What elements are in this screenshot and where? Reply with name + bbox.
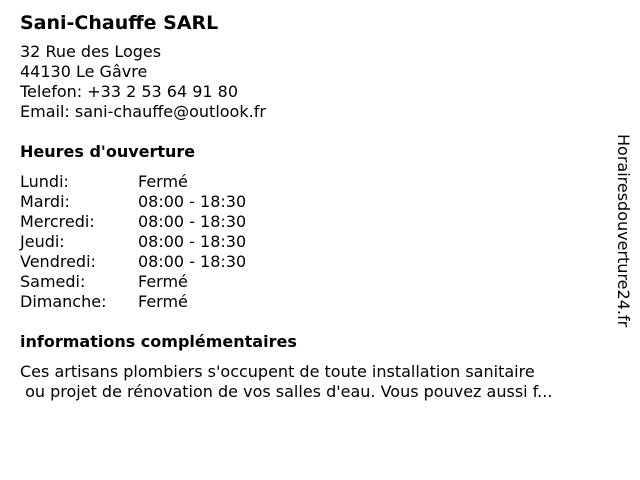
- email-address: Email: sani-chauffe@outlook.fr: [20, 102, 266, 121]
- hours-time: 08:00 - 18:30: [138, 232, 247, 251]
- hours-row: [20, 172, 600, 192]
- hours-row: [20, 292, 600, 312]
- hours-day: Lundi:: [20, 172, 69, 191]
- hours-day: Jeudi:: [20, 232, 65, 251]
- hours-time: 08:00 - 18:30: [138, 192, 247, 211]
- description-line-2: ou projet de rénovation de vos salles d'eau. Vous pouvez aussi f...: [20, 382, 553, 401]
- opening-hours-heading: Heures d'ouverture: [20, 142, 196, 161]
- business-card: [20, 10, 600, 402]
- hours-time: Fermé: [138, 292, 188, 311]
- hours-day: Samedi:: [20, 272, 86, 291]
- hours-row: [20, 232, 600, 252]
- hours-row: [20, 192, 600, 212]
- hours-row: [20, 272, 600, 292]
- hours-day: Mercredi:: [20, 212, 95, 231]
- hours-day: Dimanche:: [20, 292, 107, 311]
- hours-row: [20, 212, 600, 232]
- hours-row: [20, 252, 600, 272]
- hours-time: 08:00 - 18:30: [138, 252, 247, 271]
- opening-hours-table: [20, 172, 600, 312]
- business-name: Sani-Chauffe SARL: [20, 12, 219, 34]
- phone-number: Telefon: +33 2 53 64 91 80: [20, 82, 239, 101]
- hours-day: Vendredi:: [20, 252, 96, 271]
- address-city: 44130 Le Gâvre: [20, 62, 148, 81]
- address-street: 32 Rue des Loges: [20, 42, 162, 61]
- site-watermark: Horairesdouverture24.fr: [614, 134, 633, 328]
- hours-time: Fermé: [138, 272, 188, 291]
- description-line-1: Ces artisans plombiers s'occupent de toute installation sanitaire: [20, 362, 535, 381]
- hours-time: Fermé: [138, 172, 188, 191]
- additional-info-heading: informations complémentaires: [20, 332, 297, 351]
- hours-day: Mardi:: [20, 192, 70, 211]
- hours-time: 08:00 - 18:30: [138, 212, 247, 231]
